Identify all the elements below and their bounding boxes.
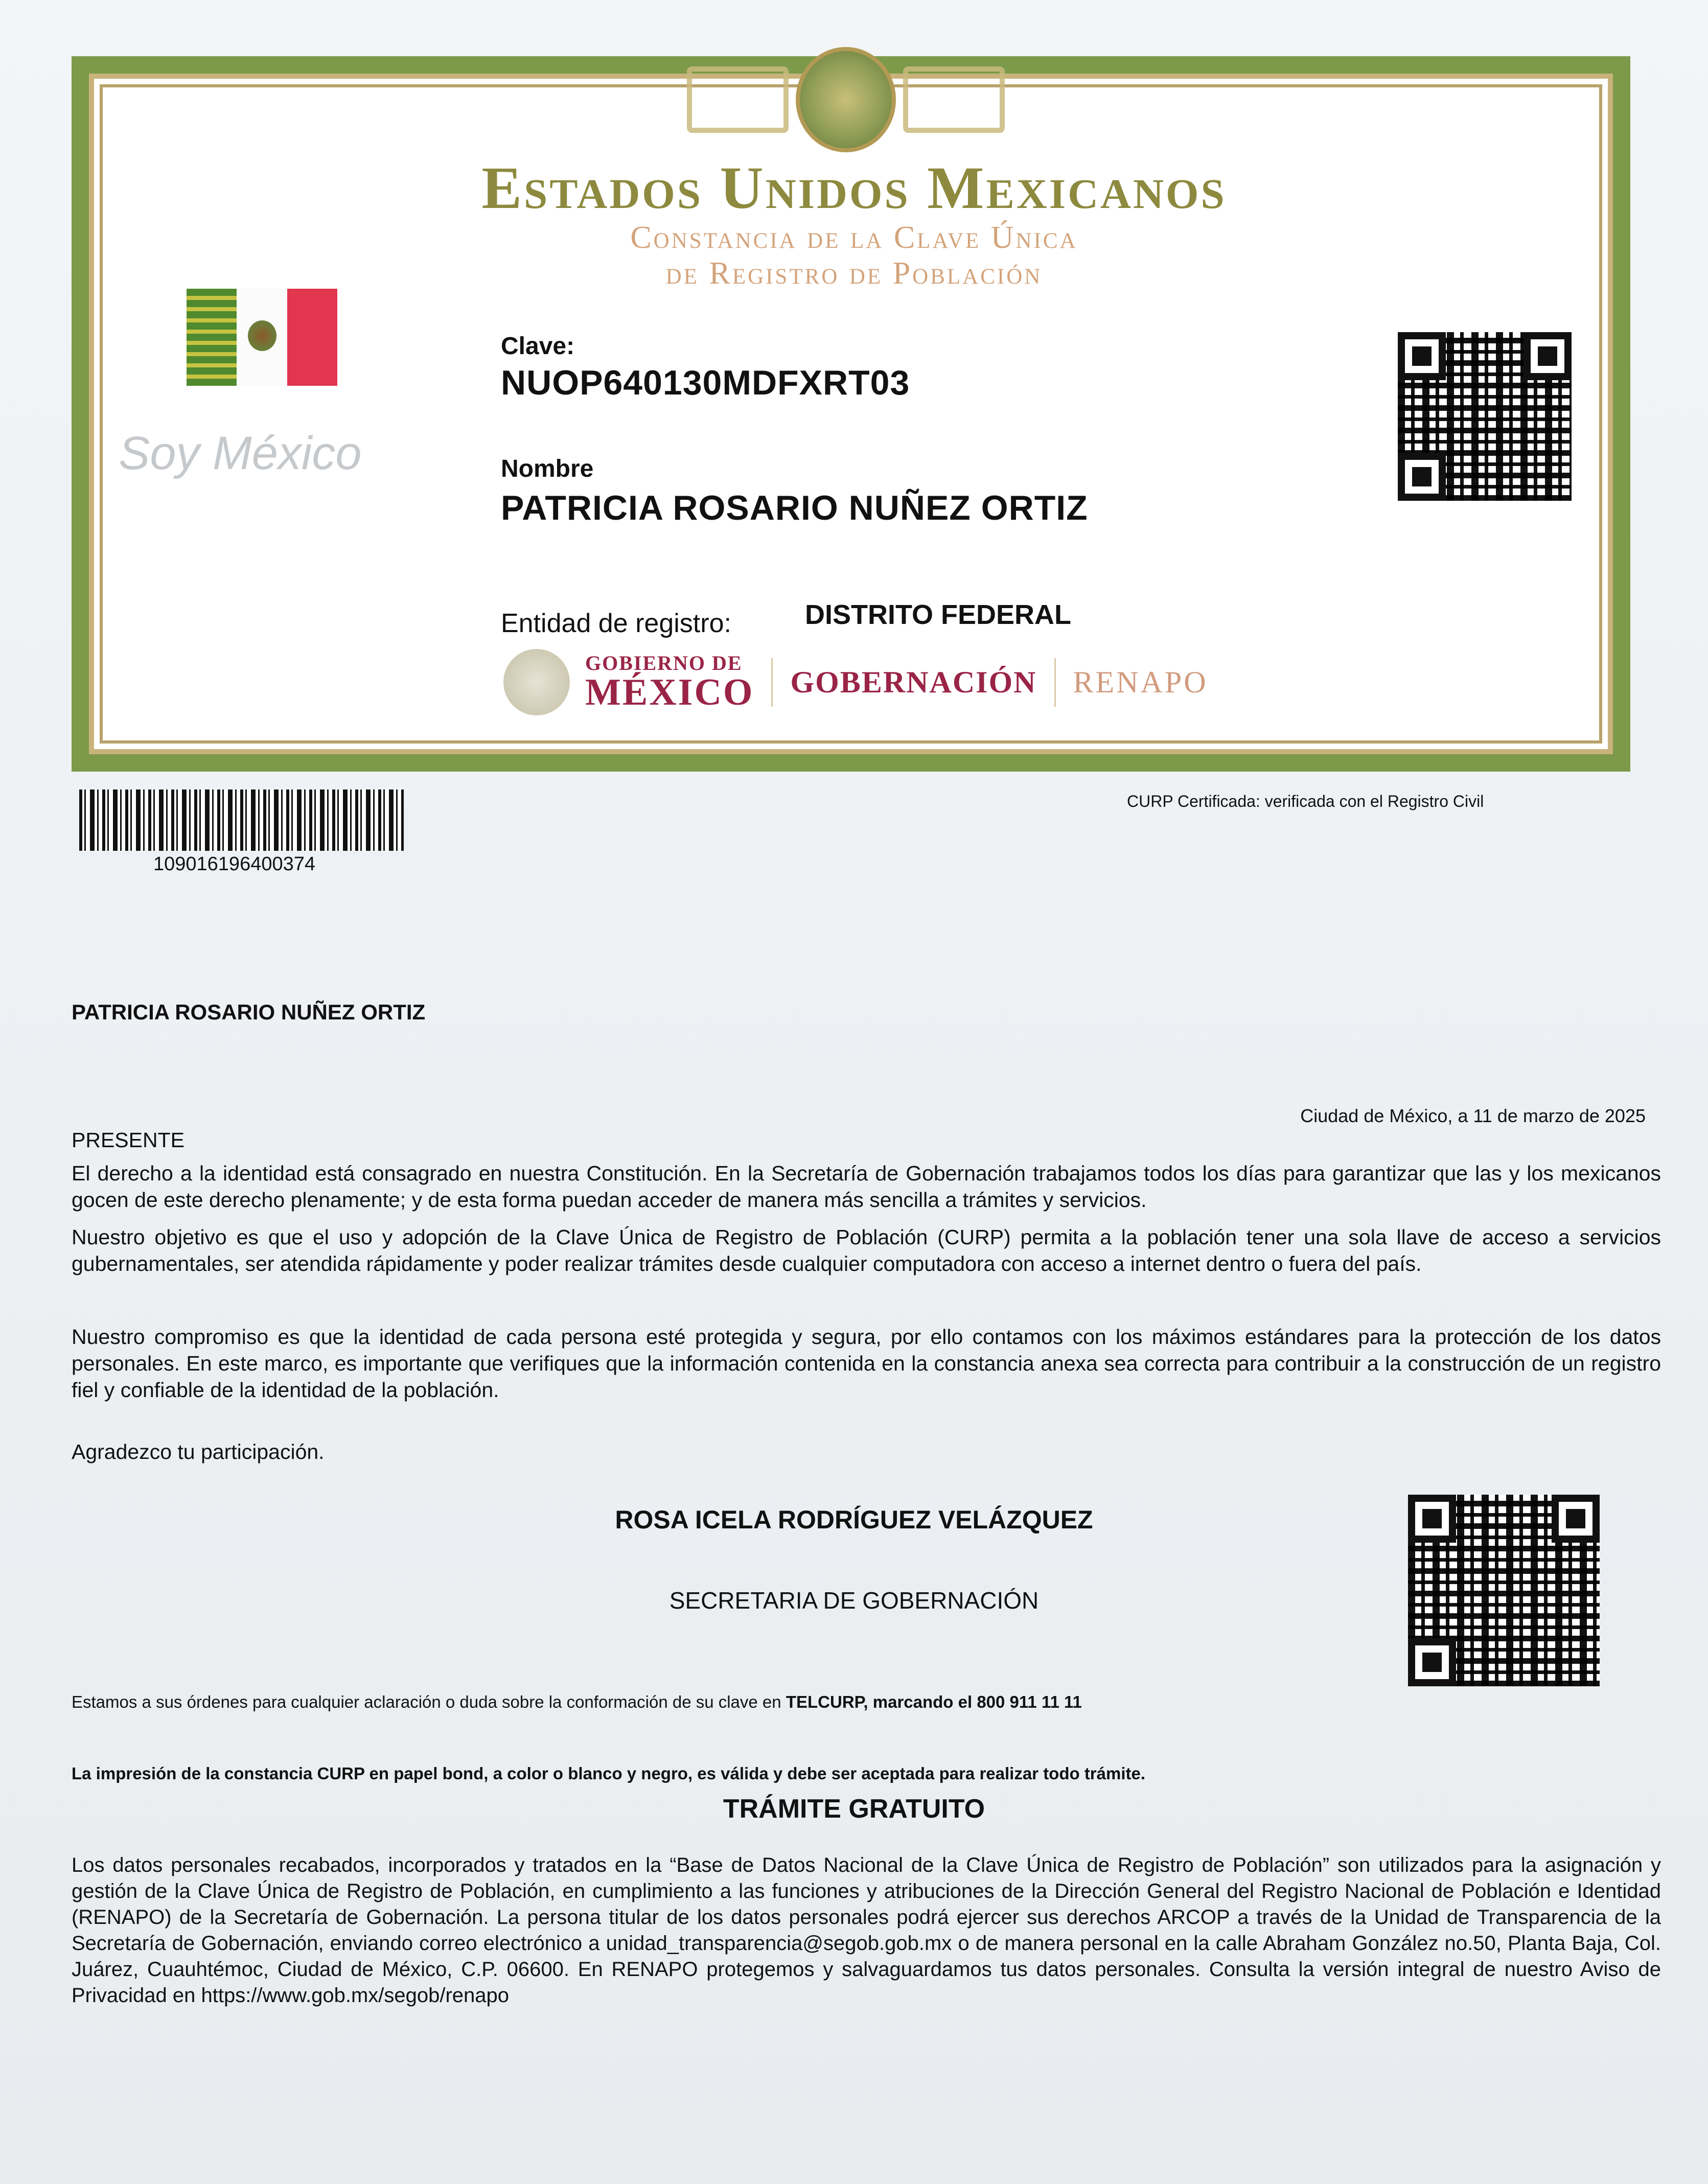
document-subtitle-line1: Constancia de la Clave Única: [630, 220, 1078, 255]
contact-line: [72, 1689, 1661, 1715]
contact-text: Estamos a sus órdenes para cualquier aclaración o duda sobre la conformación de su clave en: [72, 1692, 781, 1711]
logo-divider: [1054, 658, 1056, 707]
nombre-value: PATRICIA ROSARIO NUÑEZ ORTIZ: [501, 489, 1088, 527]
entidad-label: Entidad de registro:: [501, 609, 731, 638]
national-seal-icon: [680, 49, 1012, 151]
mexican-flag-icon: [187, 289, 337, 386]
signer-name: ROSA ICELA RODRÍGUEZ VELÁZQUEZ: [615, 1505, 1093, 1534]
privacy-notice: Los datos personales recabados, incorporados y tratados en la “Base de Datos Nacional de la Clave Única de Registro de Población” son utilizados para la asignación y gestión de la Clave Única de Registro de Población, en cumplimiento a las funciones y atribuciones de la Dirección General del Registro Nacional de Población e Identidad (RENAPO) de la Secretaría de Gobernación. La persona titular de los datos personales podrá ejercer sus derechos ARCOP a través de la Unidad de Transparencia de la Secretaría de Gobernación, enviando correo electrónico a unidad_transparencia@segob.gob.mx o de manera personal en la calle Abraham González no.50, Planta Baja, Col. Juárez, Cuauhtémoc, Ciudad de México, C.P. 06600. En RENAPO protegemos y salvaguardamos tus datos personales. Consulta la versión integral de nuestro Aviso de Privacidad en https://www.gob.mx/segob/renapo: [72, 1854, 1661, 2007]
telcurp-phone: TELCURP, marcando el 800 911 11 11: [786, 1692, 1082, 1711]
letter-thanks: Agradezco tu participación.: [72, 1440, 325, 1463]
validity-note: La impresión de la constancia CURP en papel bond, a color o blanco y negro, es válida y debe ser aceptada para realizar todo trámite.: [72, 1764, 1146, 1783]
letter-paragraph-2: Nuestro objetivo es que el uso y adopción de la Clave Única de Registro de Población (CURP) permita a la población tener una sola llave de acceso a servicios gubernamentales, ser atendida rápidamente y poder realizar trámites desde cualquier computadora con acceso a internet dentro o fuera del país.: [72, 1225, 1661, 1275]
letter-paragraph-1: El derecho a la identidad está consagrado en nuestra Constitución. En la Secretaría de Gobernación trabajamos todos los días para garantizar que las y los mexicanos gocen de este derecho plenamente; y de esta forma puedan acceder de manera más sencilla a trámites y servicios.: [72, 1161, 1661, 1212]
letter-place-date: Ciudad de México, a 11 de marzo de 2025: [1300, 1105, 1646, 1126]
qr-code-icon: [1398, 332, 1572, 501]
logo-divider: [771, 658, 773, 707]
document-subtitle-line2: de Registro de Población: [665, 256, 1043, 291]
entidad-value: DISTRITO FEDERAL: [805, 599, 1072, 630]
barcode-icon: [79, 789, 404, 851]
nombre-label: Nombre: [501, 455, 594, 482]
letter-paragraph-3: Nuestro compromiso es que la identidad de cada persona esté protegida y segura, por ello contamos con los máximos estándares para la protección de los datos personales. En este marco, es importante que verifiques que la información contenida en la constancia anexa sea correcta para contribuir a la construcción de un registro fiel y confiable de la identidad de la población.: [72, 1325, 1661, 1402]
clave-value: NUOP640130MDFXRT03: [501, 363, 910, 402]
qr-code-icon: [1408, 1495, 1600, 1686]
renapo-logo: RENAPO: [1073, 665, 1208, 699]
gobierno-de-mexico-logo: GOBIERNO DE MÉXICO: [585, 652, 754, 713]
government-logos: [503, 649, 1208, 715]
signer-title: SECRETARIA DE GOBERNACIÓN: [669, 1587, 1039, 1614]
barcode-number: 109016196400374: [153, 853, 316, 875]
letter-presente: PRESENTE: [72, 1128, 184, 1152]
certified-note: CURP Certificada: verificada con el Registro Civil: [1127, 792, 1484, 810]
slogan: Soy México: [119, 427, 362, 479]
letter-recipient: PATRICIA ROSARIO NUÑEZ ORTIZ: [72, 1000, 426, 1024]
free-procedure: TRÁMITE GRATUITO: [723, 1794, 985, 1824]
document-title: Estados Unidos Mexicanos: [481, 154, 1227, 221]
clave-label: Clave:: [501, 333, 575, 360]
government-seal-icon: [503, 649, 570, 715]
gobernacion-logo: GOBERNACIÓN: [790, 665, 1037, 699]
